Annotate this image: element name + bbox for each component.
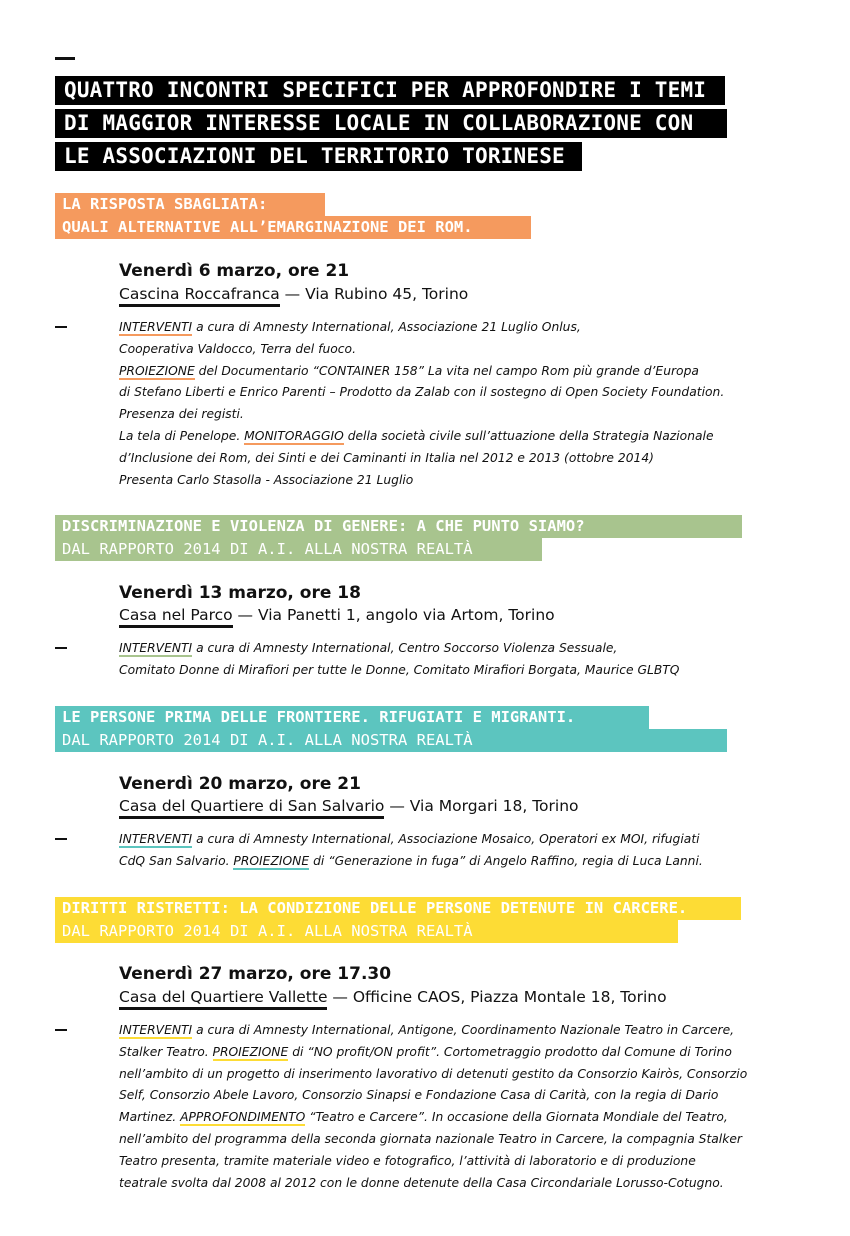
keyword-proiezione: PROIEZIONE <box>212 1044 289 1059</box>
event-1-heading-line-1: LA RISPOSTA SBAGLIATA: <box>55 193 325 216</box>
event-3-description <box>119 829 819 873</box>
event-4-heading-line-2: DAL RAPPORTO 2014 DI A.I. ALLA NOSTRA REALTÀ <box>55 920 678 943</box>
desc-text: Self, Consorzio Abele Lavoro, Consorzio Sinapsi e Fondazione Casa di Carità, con la regia di Dario <box>119 1088 719 1103</box>
event-4-description <box>119 1020 819 1194</box>
event-1-address: — Via Rubino 45, Torino <box>279 285 469 303</box>
desc-text: di “Generazione in fuga” di Angelo Raffino, regia di Luca Lanni. <box>309 853 703 868</box>
desc-text: Presenta Carlo Stasolla - Associazione 21 Luglio <box>119 472 414 487</box>
event-2-date: Venerdì 13 marzo, ore 18 <box>119 583 361 603</box>
desc-text: nell’ambito del programma della seconda giornata nazionale Teatro in Carcere, la compagnia Stalker <box>119 1131 742 1146</box>
desc-text: della società civile sull’attuazione della Strategia Nazionale <box>343 428 714 443</box>
desc-text: La tela di Penelope. <box>119 428 245 443</box>
event-1-dash <box>55 326 67 328</box>
event-3-address: — Via Morgari 18, Torino <box>384 797 579 815</box>
desc-text: di “NO profit/ON profit”. Cortometraggio prodotto dal Comune di Torino <box>288 1044 732 1059</box>
event-2-heading-line-1: DISCRIMINAZIONE E VIOLENZA DI GENERE: A CHE PUNTO SIAMO? <box>55 515 742 538</box>
desc-text: Comitato Donne di Mirafiori per tutte le Donne, Comitato Mirafiori Borgata, Maurice GLBTQ <box>119 662 680 677</box>
keyword-interventi: INTERVENTI <box>119 832 193 846</box>
event-1-venue: Cascina Roccafranca <box>119 285 280 307</box>
desc-text: Presenza dei registi. <box>119 407 244 422</box>
event-3-heading-line-2: DAL RAPPORTO 2014 DI A.I. ALLA NOSTRA REALTÀ <box>55 729 727 752</box>
event-2-venue: Casa nel Parco <box>119 606 233 628</box>
keyword-interventi: INTERVENTI <box>119 641 193 655</box>
event-1-location <box>119 285 468 307</box>
event-3-venue: Casa del Quartiere di San Salvario <box>119 797 384 819</box>
event-2-heading-line-2: DAL RAPPORTO 2014 DI A.I. ALLA NOSTRA REALTÀ <box>55 538 542 561</box>
event-4-heading-line-1: DIRITTI RISTRETTI: LA CONDIZIONE DELLE PERSONE DETENUTE IN CARCERE. <box>55 897 741 920</box>
event-3-heading-line-1: LE PERSONE PRIMA DELLE FRONTIERE. RIFUGIATI E MIGRANTI. <box>55 706 649 729</box>
desc-text: di Stefano Liberti e Enrico Parenti – Prodotto da Zalab con il sostegno di Open Society Foundation. <box>119 385 725 400</box>
event-2-description <box>119 638 819 682</box>
event-4-dash <box>55 1029 67 1031</box>
event-3-date: Venerdì 20 marzo, ore 21 <box>119 774 361 794</box>
keyword-monitoraggio: MONITORAGGIO <box>244 428 344 443</box>
desc-text: Martinez. <box>119 1110 181 1125</box>
desc-text: a cura di Amnesty International, Associazione Mosaico, Operatori ex MOI, rifugiati <box>192 832 700 846</box>
event-2-location <box>119 606 555 628</box>
event-3-dash <box>55 838 67 840</box>
desc-text: Cooperativa Valdocco, Terra del fuoco. <box>119 341 356 356</box>
event-1-description <box>119 317 819 491</box>
event-4-location <box>119 988 667 1010</box>
event-1-date: Venerdì 6 marzo, ore 21 <box>119 261 350 281</box>
keyword-proiezione: PROIEZIONE <box>233 853 310 868</box>
event-4-address: — Officine CAOS, Piazza Montale 18, Torino <box>327 988 667 1006</box>
intro-line-3: LE ASSOCIAZIONI DEL TERRITORIO TORINESE <box>55 142 582 171</box>
keyword-interventi: INTERVENTI <box>119 320 193 334</box>
keyword-interventi: INTERVENTI <box>119 1023 193 1037</box>
event-3-location <box>119 797 579 819</box>
desc-text: a cura di Amnesty International, Centro Soccorso Violenza Sessuale, <box>192 641 618 655</box>
event-2-dash <box>55 647 67 649</box>
intro-line-1: QUATTRO INCONTRI SPECIFICI PER APPROFONDIRE I TEMI <box>55 76 725 105</box>
event-4-venue: Casa del Quartiere Vallette <box>119 988 327 1010</box>
desc-text: “Teatro e Carcere”. In occasione della Giornata Mondiale del Teatro, <box>305 1110 728 1125</box>
decorative-dash <box>55 57 75 60</box>
desc-text: a cura di Amnesty International, Antigone, Coordinamento Nazionale Teatro in Carcere, <box>192 1023 735 1037</box>
desc-text: nell’ambito di un progetto di inserimento lavorativo di detenuti gestito da Consorzio Kairòs, Consorzio <box>119 1066 748 1081</box>
desc-text: a cura di Amnesty International, Associazione 21 Luglio Onlus, <box>192 320 581 334</box>
desc-text: Stalker Teatro. <box>119 1044 213 1059</box>
desc-text: del Documentario “CONTAINER 158” La vita nel campo Rom più grande d’Europa <box>194 363 699 378</box>
keyword-approfondimento: APPROFONDIMENTO <box>180 1110 306 1125</box>
event-4-date: Venerdì 27 marzo, ore 17.30 <box>119 964 392 984</box>
desc-text: CdQ San Salvario. <box>119 853 234 868</box>
intro-line-2: DI MAGGIOR INTERESSE LOCALE IN COLLABORAZIONE CON <box>55 109 727 138</box>
event-2-address: — Via Panetti 1, angolo via Artom, Torino <box>232 606 555 624</box>
desc-text: d’Inclusione dei Rom, dei Sinti e dei Caminanti in Italia nel 2012 e 2013 (ottobre 2014) <box>119 450 654 465</box>
keyword-proiezione: PROIEZIONE <box>119 363 195 378</box>
desc-text: teatrale svolta dal 2008 al 2012 con le donne detenute della Casa Circondariale Lorusso-Cotugno. <box>119 1175 724 1190</box>
desc-text: Teatro presenta, tramite materiale video e fotografico, l’attività di laboratorio e di produzione <box>119 1153 696 1168</box>
event-1-heading-line-2: QUALI ALTERNATIVE ALL’EMARGINAZIONE DEI ROM. <box>55 216 531 239</box>
